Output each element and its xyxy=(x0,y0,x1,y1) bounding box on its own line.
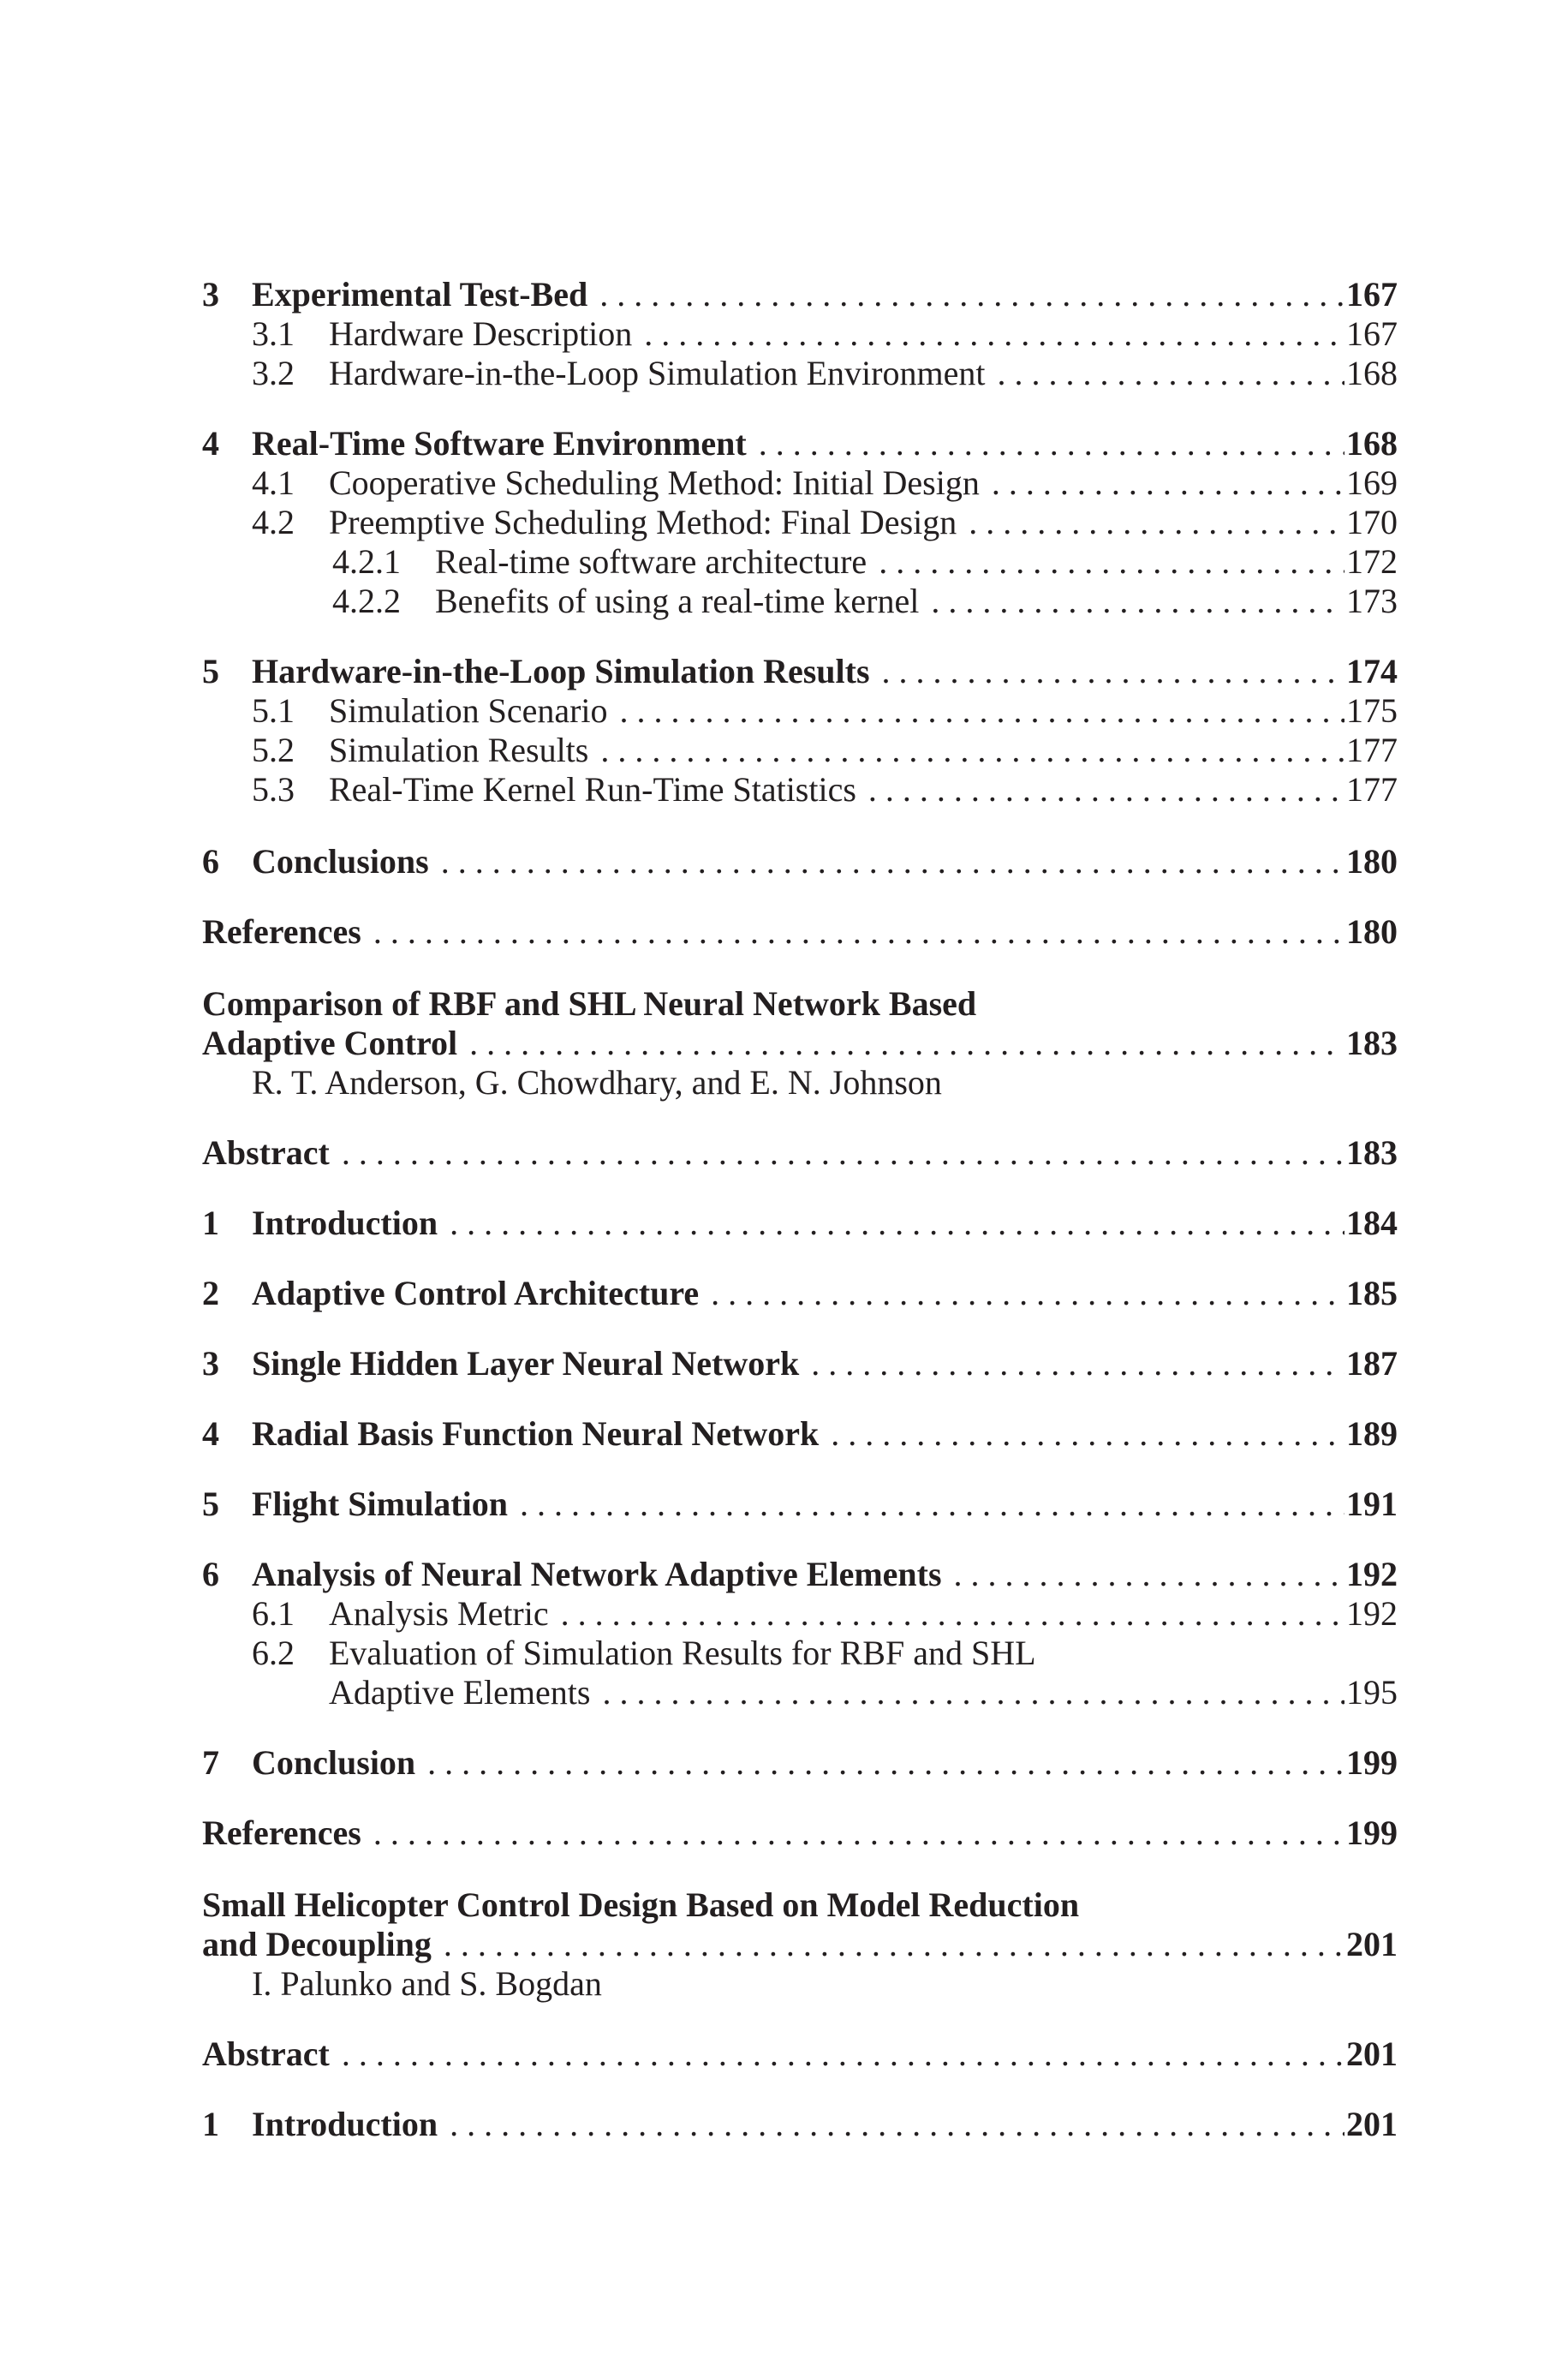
toc-section-entry[interactable] xyxy=(202,274,1398,315)
page-number: 185 xyxy=(1346,1274,1398,1312)
subsection-title: Evaluation of Simulation Results for RBF and SHL xyxy=(329,1634,1036,1672)
section-number: 3 xyxy=(202,1344,219,1383)
page-number: 189 xyxy=(1346,1414,1398,1453)
subsection-title: Simulation Results xyxy=(329,731,589,769)
section-title: Introduction xyxy=(252,2105,438,2143)
dot-leader xyxy=(919,581,1344,622)
dot-leader xyxy=(799,1343,1344,1384)
subsection-number: 5.1 xyxy=(252,691,295,730)
page-number: 199 xyxy=(1346,1813,1398,1852)
toc-section-entry[interactable] xyxy=(202,1554,1398,1595)
section-title: Experimental Test-Bed xyxy=(252,275,588,314)
table-of-contents xyxy=(202,0,1398,2378)
toc-subsection-entry[interactable] xyxy=(202,730,1398,771)
page-number: 183 xyxy=(1346,1133,1398,1172)
dot-leader xyxy=(819,1413,1344,1455)
dot-leader xyxy=(590,1672,1344,1713)
section-title: Real-Time Software Environment xyxy=(252,424,747,463)
section-title: References xyxy=(202,1813,361,1852)
page-number: 201 xyxy=(1346,2105,1398,2143)
subsection-title: Analysis Metric xyxy=(329,1594,549,1633)
authors: R. T. Anderson, G. Chowdhary, and E. N. Johnson xyxy=(252,1063,942,1102)
toc-subsection-entry[interactable] xyxy=(202,690,1398,732)
subsection-number: 4.2 xyxy=(252,503,295,541)
section-title: References xyxy=(202,912,361,951)
toc-section-entry[interactable] xyxy=(202,1413,1398,1455)
toc-references-entry[interactable] xyxy=(202,1813,1398,1854)
toc-subsubsection-entry[interactable] xyxy=(202,581,1398,622)
toc-abstract-entry[interactable] xyxy=(202,2034,1398,2075)
dot-leader xyxy=(429,841,1344,882)
section-number: 4 xyxy=(202,424,219,463)
toc-subsection-entry[interactable] xyxy=(202,353,1398,394)
chapter-title: Adaptive Control xyxy=(202,1024,458,1062)
dot-leader xyxy=(549,1593,1344,1634)
page-number: 183 xyxy=(1346,1024,1398,1062)
dot-leader xyxy=(330,2034,1344,2075)
subsection-title: Hardware Description xyxy=(329,314,633,353)
toc-subsection-entry[interactable] xyxy=(202,1633,1398,1674)
toc-subsubsection-entry[interactable] xyxy=(202,541,1398,583)
toc-subsection-entry-continued[interactable] xyxy=(202,1672,1398,1713)
subsection-title: Cooperative Scheduling Method: Initial Design xyxy=(329,463,980,502)
toc-subsection-entry[interactable] xyxy=(202,1593,1398,1634)
page-number: 177 xyxy=(1346,770,1398,809)
dot-leader xyxy=(415,1742,1344,1784)
dot-leader xyxy=(870,651,1344,692)
dot-leader xyxy=(587,274,1344,315)
page-number: 184 xyxy=(1346,1204,1398,1242)
chapter-authors xyxy=(202,1963,1398,2005)
page-number: 201 xyxy=(1346,2034,1398,2073)
dot-leader xyxy=(457,1023,1344,1064)
chapter-authors xyxy=(202,1062,1398,1103)
section-title: Abstract xyxy=(202,1133,330,1172)
dot-leader xyxy=(361,911,1344,953)
page-number: 192 xyxy=(1346,1594,1398,1633)
subsection-title: Preemptive Scheduling Method: Final Design xyxy=(329,503,957,541)
page-number: 192 xyxy=(1346,1555,1398,1593)
page-number: 201 xyxy=(1346,1925,1398,1963)
dot-leader xyxy=(985,353,1344,394)
page-number: 170 xyxy=(1346,503,1398,541)
dot-leader xyxy=(432,1924,1344,1965)
dot-leader xyxy=(942,1554,1344,1595)
chapter-title: Small Helicopter Control Design Based on Model Reduction xyxy=(202,1885,1080,1924)
subsubsection-number: 4.2.2 xyxy=(332,582,401,620)
subsection-number: 5.3 xyxy=(252,770,295,809)
section-number: 5 xyxy=(202,652,219,690)
dot-leader xyxy=(608,690,1344,732)
dot-leader xyxy=(632,314,1344,355)
toc-section-entry[interactable] xyxy=(202,1343,1398,1384)
chapter-title-line[interactable] xyxy=(202,983,1398,1025)
page-number: 191 xyxy=(1346,1485,1398,1523)
toc-subsection-entry[interactable] xyxy=(202,463,1398,504)
section-number: 7 xyxy=(202,1743,219,1782)
dot-leader xyxy=(508,1484,1344,1525)
page-number: 167 xyxy=(1346,275,1398,314)
section-title: Flight Simulation xyxy=(252,1485,508,1523)
page-number: 177 xyxy=(1346,731,1398,769)
dot-leader xyxy=(856,769,1344,810)
subsection-number: 4.1 xyxy=(252,463,295,502)
section-number: 1 xyxy=(202,2105,219,2143)
toc-section-entry[interactable] xyxy=(202,1742,1398,1784)
toc-chapter-entry[interactable] xyxy=(202,1924,1398,1965)
section-title: Adaptive Control Architecture xyxy=(252,1274,700,1312)
section-title: Conclusion xyxy=(252,1743,416,1782)
subsubsection-title: Real-time software architecture xyxy=(435,542,867,581)
page-number: 187 xyxy=(1346,1344,1398,1383)
page-number: 173 xyxy=(1346,582,1398,620)
dot-leader xyxy=(330,1132,1344,1174)
section-title: Abstract xyxy=(202,2034,330,2073)
section-number: 6 xyxy=(202,842,219,881)
subsubsection-title: Benefits of using a real-time kernel xyxy=(435,582,920,620)
section-number: 1 xyxy=(202,1204,219,1242)
dot-leader xyxy=(699,1273,1344,1314)
dot-leader xyxy=(867,541,1344,583)
page-number: 195 xyxy=(1346,1673,1398,1712)
page-number: 168 xyxy=(1346,354,1398,392)
section-number: 4 xyxy=(202,1414,219,1453)
page-number: 175 xyxy=(1346,691,1398,730)
subsection-title: Simulation Scenario xyxy=(329,691,608,730)
chapter-title-line[interactable] xyxy=(202,1885,1398,1926)
dot-leader xyxy=(361,1813,1344,1854)
dot-leader xyxy=(438,2104,1344,2145)
page-number: 168 xyxy=(1346,424,1398,463)
section-title: Introduction xyxy=(252,1204,438,1242)
authors: I. Palunko and S. Bogdan xyxy=(252,1964,602,2003)
toc-section-entry[interactable] xyxy=(202,1484,1398,1525)
dot-leader xyxy=(957,502,1344,543)
section-number: 6 xyxy=(202,1555,219,1593)
subsection-number: 3.1 xyxy=(252,314,295,353)
section-title: Hardware-in-the-Loop Simulation Results xyxy=(252,652,870,690)
dot-leader xyxy=(747,423,1344,464)
dot-leader xyxy=(438,1203,1344,1244)
page-number: 180 xyxy=(1346,842,1398,881)
subsubsection-number: 4.2.1 xyxy=(332,542,401,581)
section-number: 3 xyxy=(202,275,219,314)
toc-section-entry[interactable] xyxy=(202,423,1398,464)
page-number: 172 xyxy=(1346,542,1398,581)
subsection-number: 6.1 xyxy=(252,1594,295,1633)
chapter-title: Comparison of RBF and SHL Neural Network Based xyxy=(202,984,977,1023)
subsection-number: 3.2 xyxy=(252,354,295,392)
chapter-title: and Decoupling xyxy=(202,1925,432,1963)
toc-section-entry[interactable] xyxy=(202,1273,1398,1314)
section-number: 2 xyxy=(202,1274,219,1312)
subsection-title: Hardware-in-the-Loop Simulation Environment xyxy=(329,354,986,392)
dot-leader xyxy=(588,730,1344,771)
toc-chapter-entry[interactable] xyxy=(202,1023,1398,1064)
page-number: 174 xyxy=(1346,652,1398,690)
toc-subsection-entry[interactable] xyxy=(202,314,1398,355)
subsection-title: Adaptive Elements xyxy=(329,1673,591,1712)
section-title: Analysis of Neural Network Adaptive Elements xyxy=(252,1555,942,1593)
subsection-title: Real-Time Kernel Run-Time Statistics xyxy=(329,770,856,809)
toc-references-entry[interactable] xyxy=(202,911,1398,953)
page-number: 167 xyxy=(1346,314,1398,353)
subsection-number: 6.2 xyxy=(252,1634,295,1672)
section-number: 5 xyxy=(202,1485,219,1523)
toc-section-entry[interactable] xyxy=(202,651,1398,692)
toc-section-entry[interactable] xyxy=(202,1203,1398,1244)
section-title: Conclusions xyxy=(252,842,429,881)
dot-leader xyxy=(980,463,1344,504)
page-number: 180 xyxy=(1346,912,1398,951)
page-number: 199 xyxy=(1346,1743,1398,1782)
section-title: Radial Basis Function Neural Network xyxy=(252,1414,820,1453)
toc-section-entry[interactable] xyxy=(202,841,1398,882)
subsection-number: 5.2 xyxy=(252,731,295,769)
toc-subsection-entry[interactable] xyxy=(202,769,1398,810)
toc-abstract-entry[interactable] xyxy=(202,1132,1398,1174)
section-title: Single Hidden Layer Neural Network xyxy=(252,1344,800,1383)
page-number: 169 xyxy=(1346,463,1398,502)
toc-subsection-entry[interactable] xyxy=(202,502,1398,543)
toc-section-entry[interactable] xyxy=(202,2104,1398,2145)
